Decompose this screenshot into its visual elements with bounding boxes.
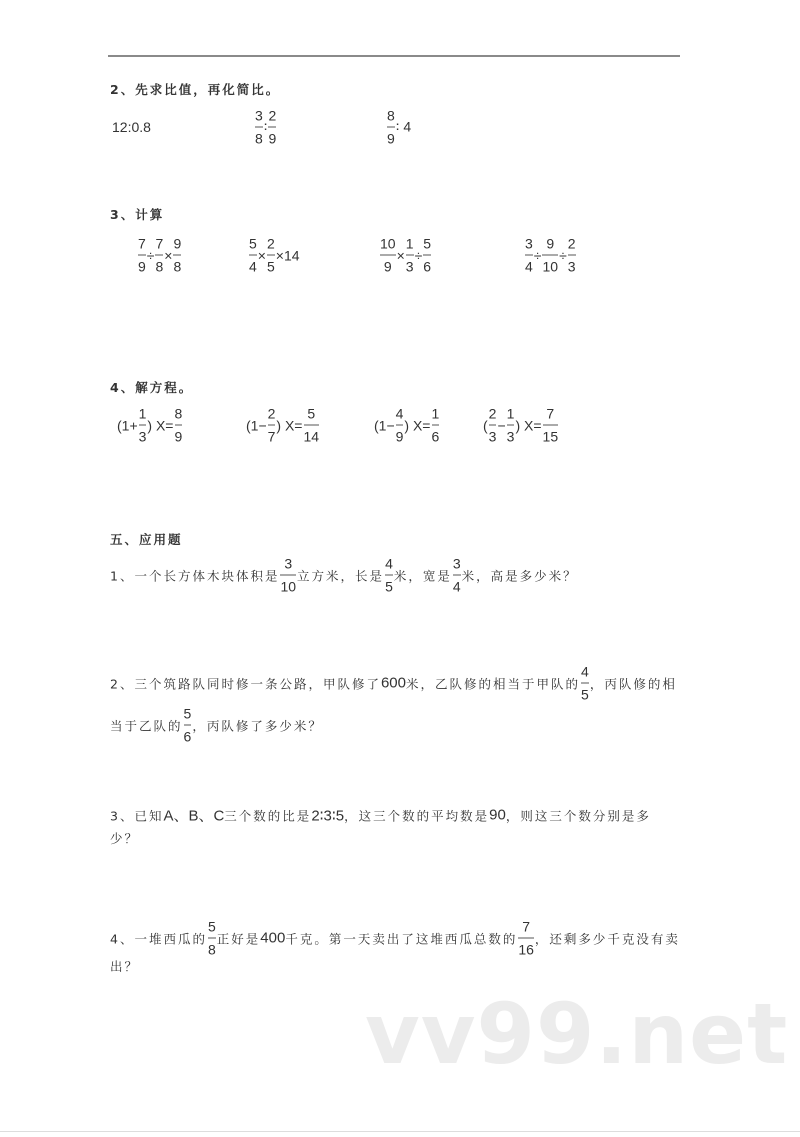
- ratio-expression: [112, 119, 151, 135]
- text-segment: 3、已知: [110, 808, 164, 823]
- section-3-title: 3、计算: [110, 207, 165, 222]
- fraction: [525, 236, 533, 275]
- text-segment: 90: [489, 806, 506, 824]
- denominator: 3: [567, 258, 576, 275]
- word-problem-3-line-2: [110, 829, 139, 847]
- denominator: 9: [174, 428, 183, 445]
- text-segment: ÷: [559, 247, 567, 263]
- text-segment: ) X=: [147, 417, 174, 433]
- numerator: 7: [155, 235, 164, 252]
- denominator: 4: [249, 258, 257, 275]
- word-problem-2-line-2: [110, 706, 323, 745]
- text-segment: ÷: [533, 247, 542, 263]
- denominator: 10: [280, 578, 297, 595]
- numerator: 5: [183, 705, 192, 722]
- numerator: 5: [423, 235, 432, 252]
- equation: [117, 406, 183, 445]
- denominator: 8: [155, 258, 164, 275]
- text-segment: 12:0.8: [112, 119, 151, 135]
- numerator: 10: [380, 235, 396, 252]
- text-segment: ，丙队修了多少米？: [192, 718, 323, 733]
- watermark: vv99.net: [365, 985, 789, 1083]
- fraction: [489, 406, 497, 445]
- fraction: [138, 236, 146, 275]
- text-segment: ) X=: [276, 417, 303, 433]
- text-segment: 2、三个筑路队同时修一条公路，甲队修了: [110, 676, 381, 691]
- denominator: 9: [268, 130, 277, 147]
- text-segment: (1+: [117, 417, 138, 433]
- denominator: 9: [387, 130, 395, 147]
- word-problem-4-line-2: [110, 957, 139, 975]
- numerator: 4: [581, 663, 589, 680]
- equation: [483, 406, 559, 445]
- section-4-title: 4、解方程。: [110, 380, 194, 395]
- text-segment: 2∶3∶5: [311, 807, 345, 824]
- fraction: [268, 406, 276, 445]
- numerator: 5: [307, 405, 316, 422]
- fraction: [304, 406, 320, 445]
- numerator: 2: [266, 235, 275, 252]
- text-segment: 正好是: [216, 931, 261, 946]
- text-segment: (: [483, 417, 488, 433]
- fraction: [542, 236, 558, 275]
- text-segment: (1−: [374, 417, 395, 433]
- denominator: 4: [525, 258, 533, 275]
- numerator: 3: [452, 555, 461, 572]
- fraction: [507, 406, 515, 445]
- text-segment: ÷: [414, 247, 423, 263]
- text-segment: 米，宽是: [393, 568, 452, 583]
- numerator: 3: [255, 107, 263, 124]
- text-segment: 出？: [110, 959, 140, 974]
- text-segment: ×14: [275, 247, 300, 263]
- text-segment: 米，乙队修的相当于甲队的: [406, 676, 581, 691]
- numerator: 1: [138, 405, 147, 422]
- text-segment: 三个数的比是: [224, 808, 312, 823]
- fraction: [208, 919, 216, 958]
- word-problem-3-line-1: [110, 805, 651, 826]
- calc-expression: [524, 236, 577, 275]
- calc-expression: [248, 236, 300, 275]
- text-segment: A、B、C: [163, 807, 225, 825]
- word-problem-4-line-1: [110, 919, 680, 958]
- denominator: 7: [267, 428, 276, 445]
- word-problem-1: [110, 556, 578, 595]
- text-segment: ∶ 4: [395, 118, 412, 135]
- numerator: 3: [525, 235, 533, 252]
- fraction: [581, 664, 589, 703]
- denominator: 10: [542, 258, 559, 275]
- calc-expression: [379, 236, 432, 275]
- denominator: 9: [138, 258, 146, 275]
- fraction: [268, 108, 276, 147]
- fraction: [267, 236, 275, 275]
- ratio-expression: [254, 108, 277, 147]
- text-segment: (1−: [246, 417, 267, 433]
- numerator: 8: [387, 107, 395, 124]
- denominator: 8: [207, 941, 216, 958]
- numerator: 9: [546, 235, 555, 252]
- fraction: [568, 236, 576, 275]
- denominator: 6: [423, 258, 432, 275]
- numerator: 1: [405, 235, 414, 252]
- denominator: 16: [518, 941, 534, 958]
- section-2-title: 2、先求比值，再化简比。: [110, 82, 281, 97]
- numerator: 8: [174, 405, 183, 422]
- denominator: 14: [303, 428, 320, 445]
- denominator: 5: [581, 686, 589, 703]
- text-segment: ) X=: [515, 417, 542, 433]
- denominator: 6: [431, 428, 440, 445]
- text-segment: 600: [380, 674, 406, 692]
- section-5-title: 五、应用题: [110, 532, 183, 547]
- text-segment: ×: [396, 247, 405, 263]
- text-segment: 4、一堆西瓜的: [110, 931, 207, 946]
- text-segment: ×: [164, 247, 173, 263]
- denominator: 3: [405, 258, 414, 275]
- numerator: 3: [284, 555, 293, 572]
- numerator: 4: [385, 555, 393, 572]
- numerator: 5: [207, 918, 216, 935]
- numerator: 2: [488, 405, 497, 422]
- text-segment: 千克。第一天卖出了这堆西瓜总数的: [285, 931, 518, 946]
- fraction: [380, 236, 396, 275]
- numerator: 2: [567, 235, 576, 252]
- equation: [374, 406, 440, 445]
- text-segment: ，这三个数的平均数是: [344, 808, 490, 823]
- page-bottom-edge: [0, 1131, 800, 1132]
- denominator: 3: [506, 428, 515, 445]
- fraction: [280, 556, 296, 595]
- numerator: 4: [395, 405, 404, 422]
- denominator: 5: [385, 578, 393, 595]
- denominator: 6: [183, 728, 192, 745]
- text-segment: 少？: [110, 831, 140, 846]
- text-segment: ，则这三个数分别是多: [505, 808, 651, 823]
- text-segment: ×: [257, 247, 266, 263]
- fraction: [385, 556, 393, 595]
- fraction: [396, 406, 404, 445]
- ratio-expression: [386, 108, 411, 147]
- fraction: [255, 108, 263, 147]
- numerator: 2: [268, 107, 277, 124]
- denominator: 8: [173, 258, 182, 275]
- text-segment: 1、一个长方体木块体积是: [110, 568, 280, 583]
- text-segment: ∶: [263, 118, 268, 135]
- denominator: 8: [255, 130, 263, 147]
- header-divider: [108, 55, 680, 57]
- text-segment: ，还剩多少千克没有卖: [534, 931, 680, 946]
- fraction: [175, 406, 183, 445]
- numerator: 7: [522, 918, 531, 935]
- text-segment: 当于乙队的: [110, 718, 183, 733]
- fraction: [387, 108, 395, 147]
- fraction: [423, 236, 431, 275]
- text-segment: ) X=: [404, 417, 431, 433]
- numerator: 2: [267, 405, 276, 422]
- fraction: [543, 406, 559, 445]
- denominator: 3: [138, 428, 147, 445]
- text-segment: ，丙队修的相: [589, 676, 677, 691]
- text-segment: ÷: [146, 247, 155, 263]
- numerator: 7: [546, 405, 555, 422]
- fraction: [406, 236, 414, 275]
- denominator: 5: [266, 258, 275, 275]
- text-segment: −: [497, 417, 506, 433]
- denominator: 15: [542, 428, 559, 445]
- text-segment: 400: [260, 929, 286, 947]
- fraction: [453, 556, 461, 595]
- numerator: 1: [506, 405, 515, 422]
- word-problem-2-line-1: [110, 664, 677, 703]
- fraction: [184, 706, 192, 745]
- fraction: [139, 406, 147, 445]
- fraction: [518, 919, 534, 958]
- equation: [246, 406, 320, 445]
- denominator: 9: [395, 428, 404, 445]
- fraction: [173, 236, 181, 275]
- text-segment: 立方米，长是: [297, 568, 385, 583]
- fraction: [155, 236, 163, 275]
- text-segment: 米，高是多少米？: [461, 568, 578, 583]
- denominator: 4: [452, 578, 461, 595]
- fraction: [432, 406, 440, 445]
- numerator: 1: [431, 405, 440, 422]
- fraction: [249, 236, 257, 275]
- denominator: 3: [488, 428, 497, 445]
- numerator: 9: [173, 235, 182, 252]
- numerator: 7: [138, 235, 146, 252]
- denominator: 9: [383, 258, 392, 275]
- calc-expression: [137, 236, 182, 275]
- numerator: 5: [249, 235, 257, 252]
